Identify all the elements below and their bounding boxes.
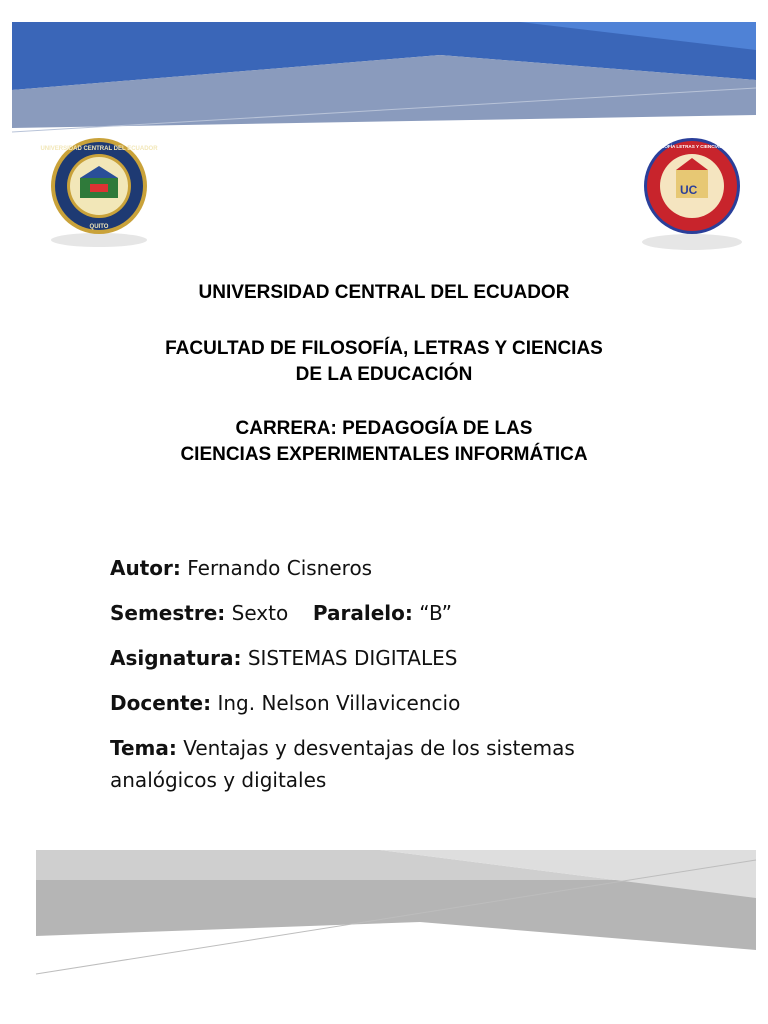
asignatura-row <box>110 642 670 674</box>
semestre-row <box>110 597 670 629</box>
autor-label: Autor: <box>110 556 181 580</box>
autor-row <box>110 552 670 584</box>
faculty-title-line1: FACULTAD DE FILOSOFÍA, LETRAS Y CIENCIAS <box>165 338 603 359</box>
top-banner <box>0 0 768 140</box>
university-title: UNIVERSIDAD CENTRAL DEL ECUADOR <box>198 282 570 303</box>
universidad-central-seal-icon <box>40 136 158 248</box>
tema-label: Tema: <box>110 736 177 760</box>
left-seal-text: UNIVERSIDAD CENTRAL DEL ECUADOR <box>40 146 158 152</box>
tema-value-line2: analógicos y digitales <box>110 768 327 792</box>
career-title <box>80 416 688 468</box>
semestre-value: Sexto <box>231 601 289 625</box>
career-title-line1: CARRERA: PEDAGOGÍA DE LAS <box>235 418 533 439</box>
bottom-banner-mid-band <box>36 880 756 950</box>
tema-row <box>110 732 670 796</box>
tema-value-line1: Ventajas y desventajas de los sistemas <box>183 736 575 760</box>
docente-label: Docente: <box>110 691 212 715</box>
semestre-label: Semestre: <box>110 601 226 625</box>
career-title-line2: CIENCIAS EXPERIMENTALES INFORMÁTICA <box>180 444 588 465</box>
docente-value: Ing. Nelson Villavicencio <box>217 691 461 715</box>
paralelo-label: Paralelo: <box>312 601 413 625</box>
autor-value: Fernando Cisneros <box>187 556 373 580</box>
asignatura-label: Asignatura: <box>110 646 242 670</box>
document-info <box>110 552 670 809</box>
document-headings <box>80 280 688 468</box>
faculty-title <box>80 336 688 388</box>
bottom-banner <box>0 840 768 990</box>
right-seal-letters: UC <box>680 183 698 197</box>
faculty-title-line2: DE LA EDUCACIÓN <box>295 364 473 385</box>
right-seal-text: FACULTAD DE FILOSOFÍA LETRAS Y CIENCIAS DE LA EDUCACIÓN <box>617 144 767 149</box>
docente-row <box>110 687 670 719</box>
paralelo-value: “B” <box>419 601 452 625</box>
asignatura-value: SISTEMAS DIGITALES <box>247 646 458 670</box>
facultad-filosofia-seal-icon <box>617 136 767 252</box>
left-seal-bottom-text: QUITO <box>89 224 109 230</box>
